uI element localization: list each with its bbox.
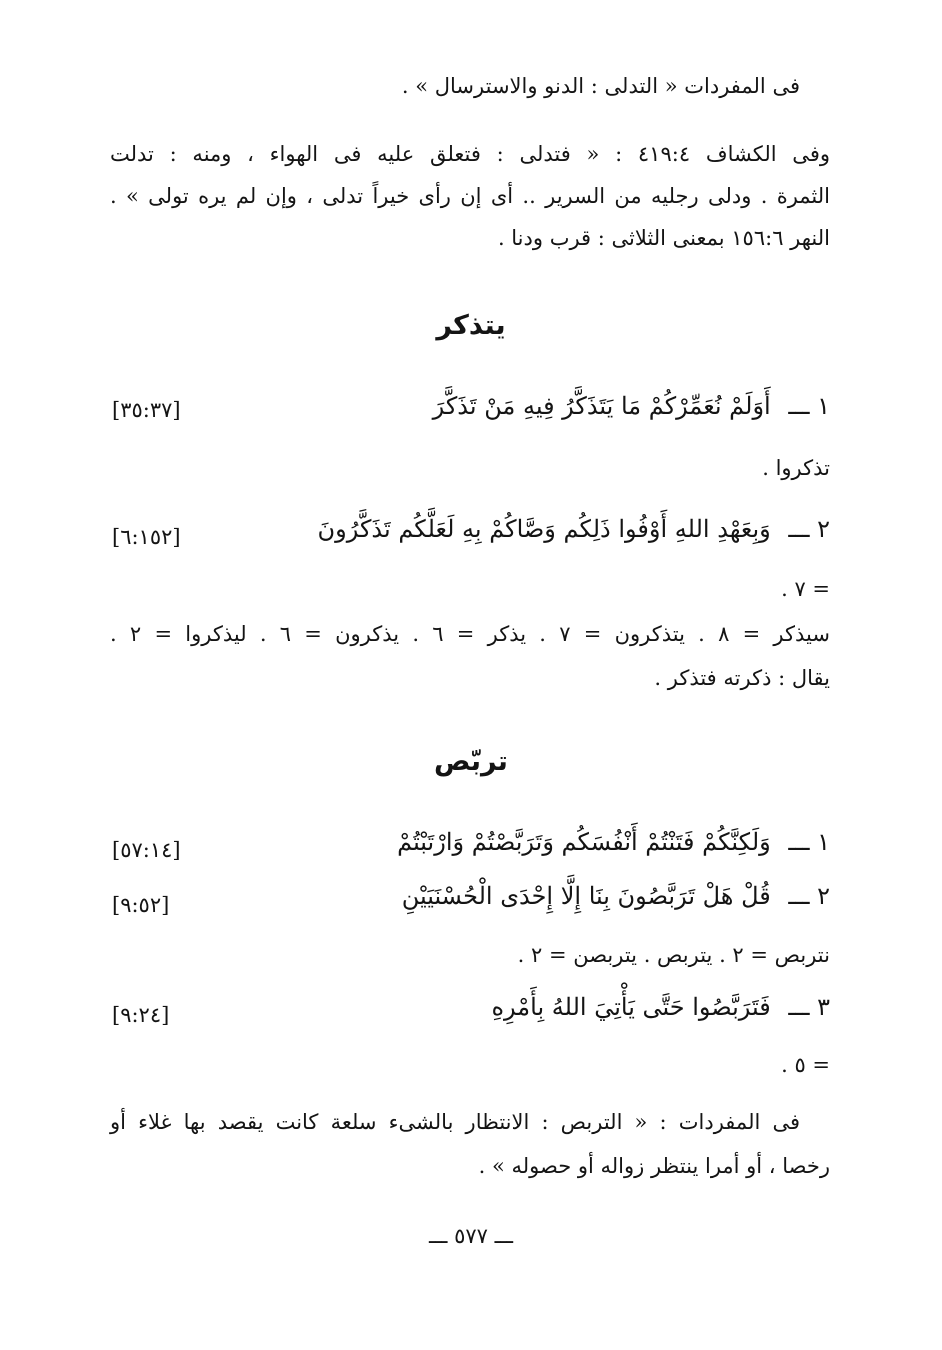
verse-text: فَتَرَبَّصُوا حَتَّى يَأْتِيَ اللهُ بِأَمْرِهِ <box>491 993 771 1021</box>
verse-number: ٢ ـــ <box>788 515 830 543</box>
verse-number: ١ ـــ <box>788 392 830 420</box>
verse-reference: [٣٥:٣٧] <box>112 398 181 422</box>
verse-note: نتربص = ٢ . يتربص . يتربصن = ٢ . <box>517 943 830 967</box>
page-number: ـــ ٥٧٧ ـــ <box>428 1224 514 1248</box>
verse-entry <box>402 882 830 911</box>
verse-reference: [٥٧:١٤] <box>112 838 181 862</box>
intro-line-3: الثمرة . ودلى رجليه من السرير .. أى إن رأى خيراً تدلى ، وإن لم يره تولى » . <box>110 184 830 208</box>
verse-text: وَبِعَهْدِ اللهِ أَوْفُوا ذَلِكُم وَصَّاكُمْ بِهِ لَعَلَّكُم تَذَكَّرُونَ <box>317 515 771 543</box>
intro-line-2: وفى الكشاف ٤١٩:٤ : « فتدلى : فتعلق عليه فى الهواء ، ومنه : تدلت <box>110 142 830 166</box>
verse-reference: [٩:٥٢] <box>112 893 170 917</box>
intro-line-1: فى المفردات « التدلى : الدنو والاسترسال » . <box>401 74 800 98</box>
verse-note: تذكروا . <box>762 456 830 480</box>
section-heading-tarabbus: تربّص <box>434 746 508 777</box>
verse-text: أَوَلَمْ نُعَمِّرْكُمْ مَا يَتَذَكَّرُ فِيهِ مَنْ تَذَكَّرَ <box>432 392 771 420</box>
verse-count-note: = ٧ . <box>781 577 830 601</box>
mufradat-line-1: فى المفردات : « التربص : الانتظار بالشىء سلعة كانت يقصد بها غلاء أو <box>110 1110 800 1134</box>
derivatives-summary: سيذكر = ٨ . يتذكرون = ٧ . يذكر = ٦ . يذكرون = ٦ . ليذكروا = ٢ . <box>110 622 830 646</box>
verse-entry <box>491 993 830 1022</box>
verse-text: وَلَكِنَّكُمْ فَتَنْتُمْ أَنْفُسَكُم وَتَرَبَّصْتُمْ وَارْتَبْتُمْ <box>397 828 771 856</box>
verse-entry <box>397 828 830 857</box>
usage-note: يقال : ذكرته فتذكر . <box>654 666 830 690</box>
mufradat-line-2: رخصا ، أو أمرا ينتظر زواله أو حصوله » . <box>478 1154 830 1178</box>
verse-number: ٢ ـــ <box>788 882 830 910</box>
verse-entry <box>433 392 830 421</box>
section-heading-yatadhakkar: يتذكر <box>436 310 506 341</box>
intro-line-4: النهر ١٥٦:٦ بمعنى الثلاثى : قرب ودنا . <box>497 226 830 250</box>
verse-reference: [٦:١٥٢] <box>112 525 181 549</box>
verse-number: ٣ ـــ <box>788 993 830 1021</box>
verse-count-note: = ٥ . <box>781 1053 830 1077</box>
verse-number: ١ ـــ <box>788 828 830 856</box>
verse-reference: [٩:٢٤] <box>112 1003 170 1027</box>
verse-text: قُلْ هَلْ تَرَبَّصُونَ بِنَا إِلَّا إِحْدَى الْحُسْنَيَيْنِ <box>401 882 771 910</box>
verse-entry <box>318 515 830 544</box>
